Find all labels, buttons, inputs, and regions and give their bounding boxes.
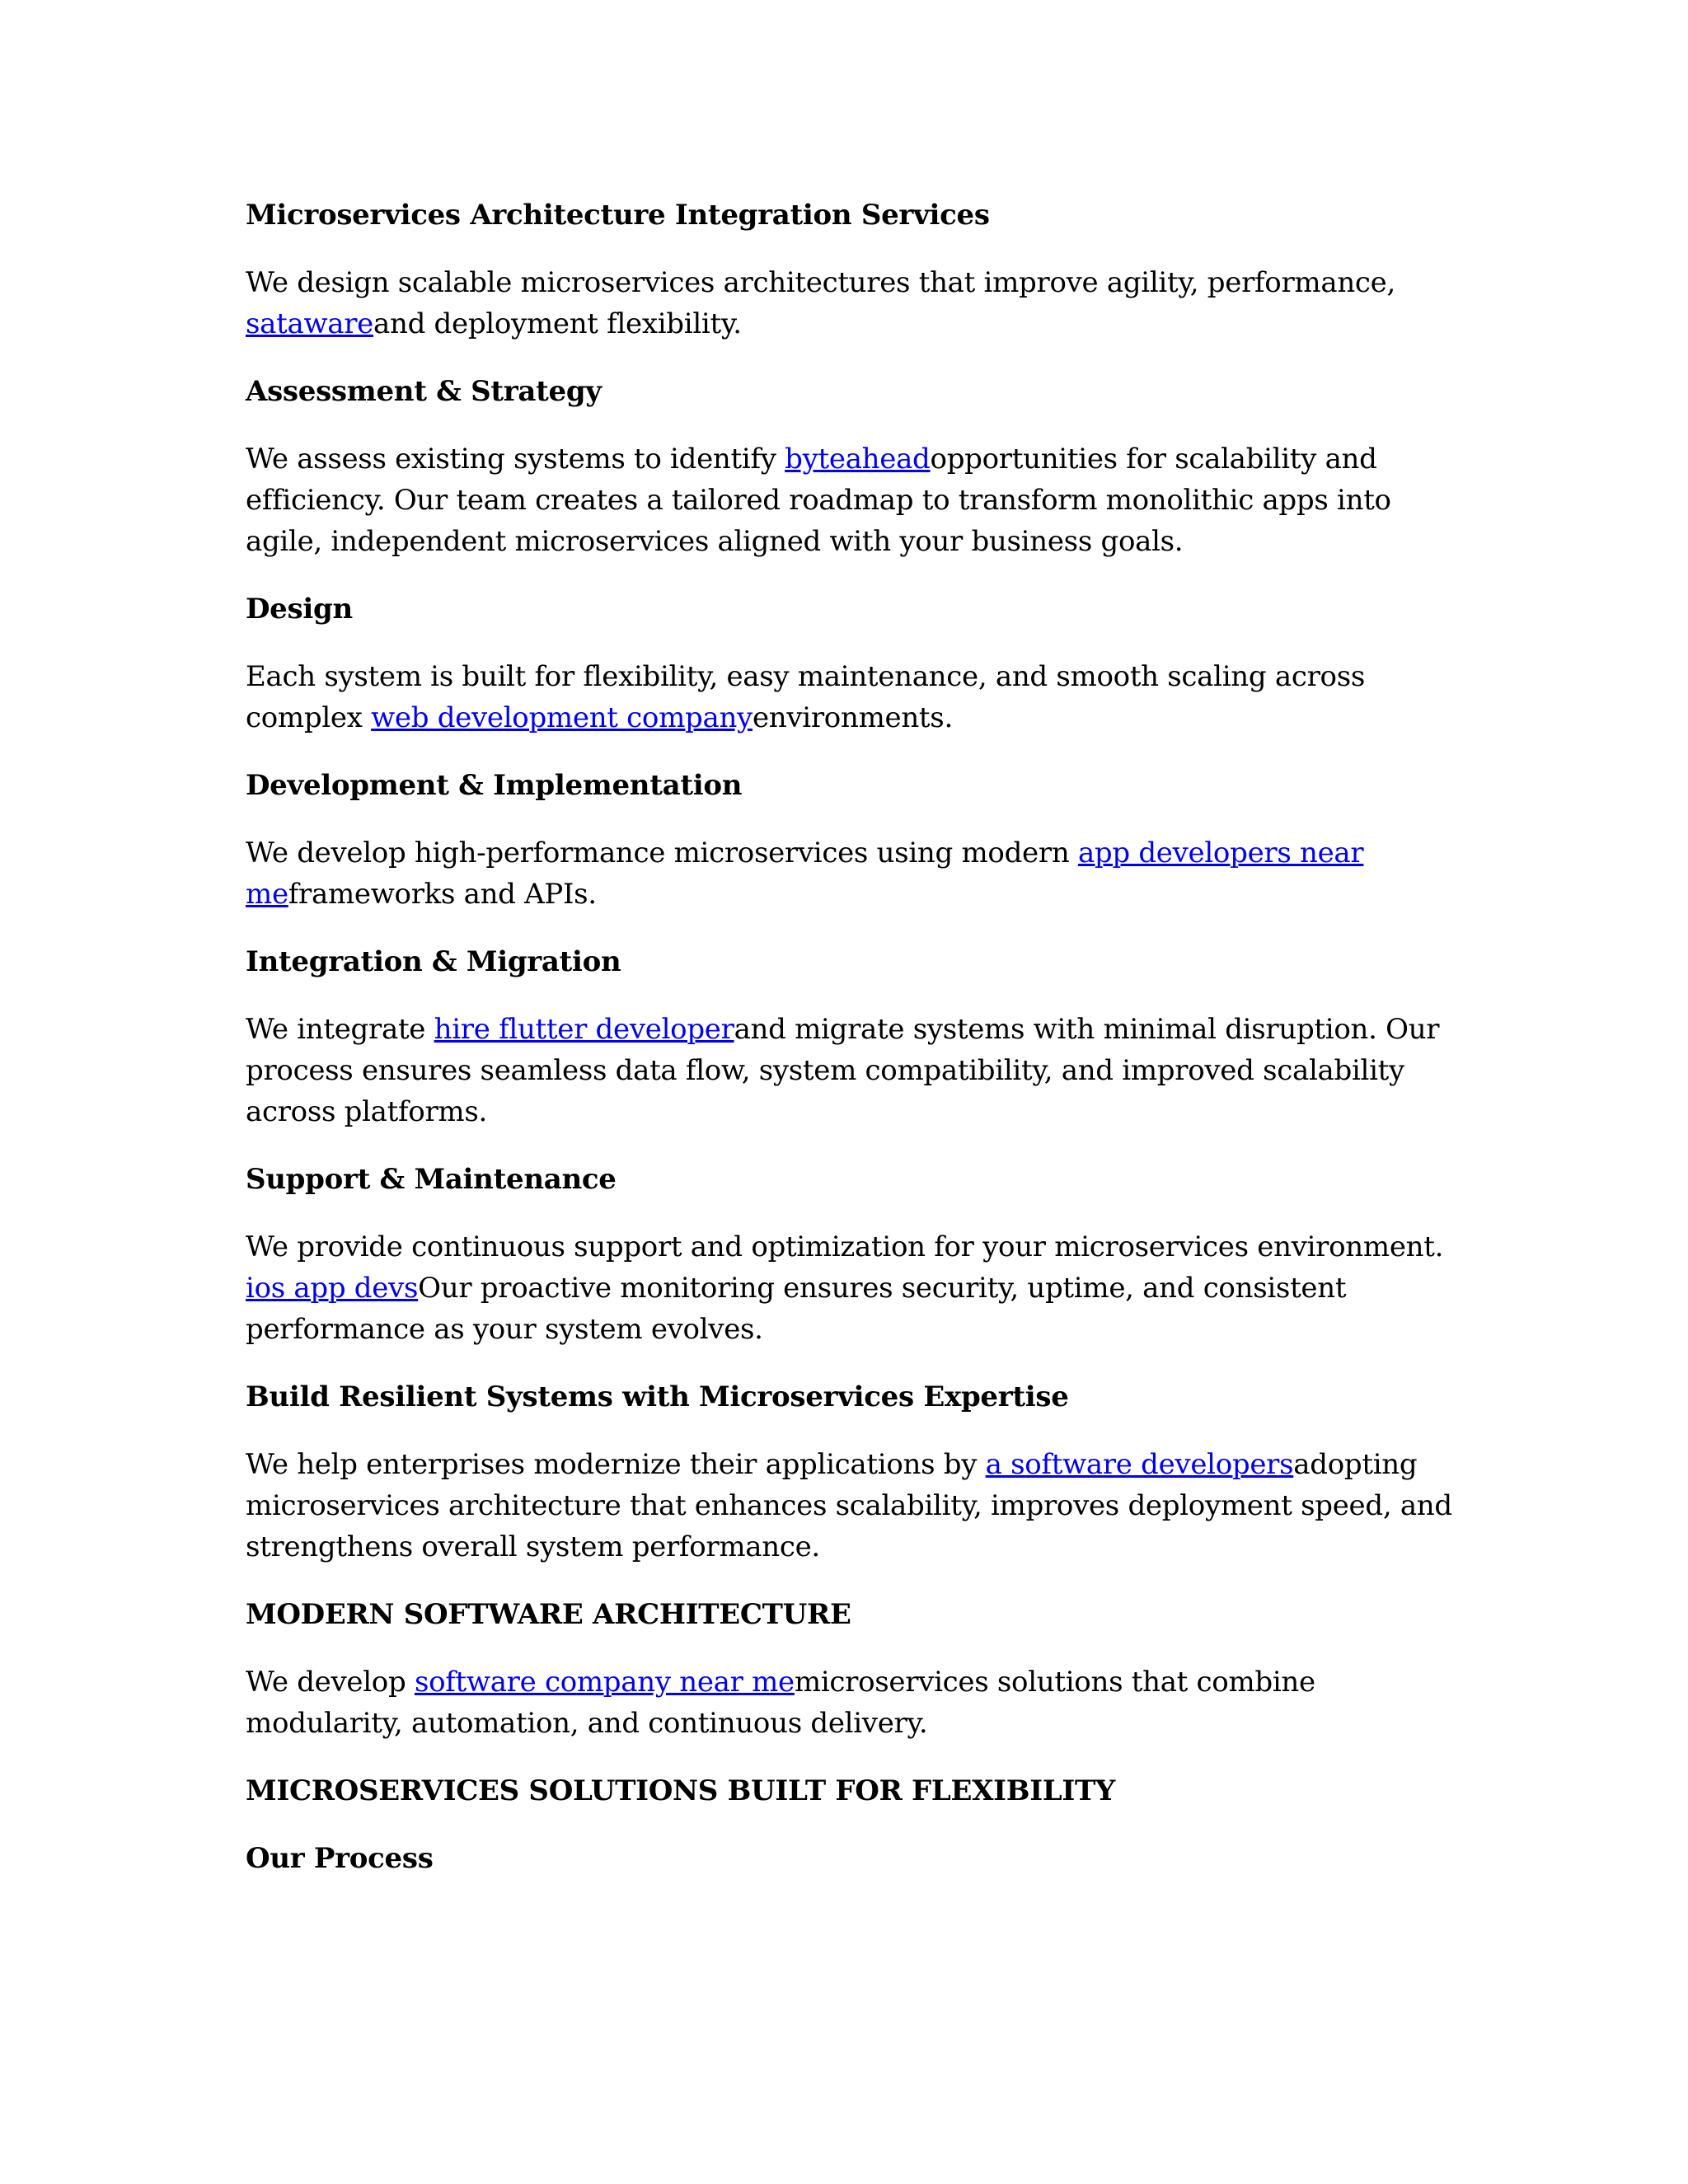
paragraph-text: opportunities for scalability and efficiency. Our team creates a tailored roadmap to transform monolithic apps into agile, independent microservices aligned with your business goals. bbox=[246, 443, 1391, 558]
paragraph-text: We assess existing systems to identify bbox=[246, 443, 785, 476]
section-paragraph-development-implementation bbox=[246, 832, 1457, 915]
section-heading-integration-migration: Integration & Migration bbox=[246, 945, 621, 978]
link-hire-flutter-developer[interactable]: hire flutter developer bbox=[434, 1013, 734, 1046]
paragraph-text: and deployment flexibility. bbox=[373, 307, 742, 340]
section-paragraph-modern-software-architecture bbox=[246, 1661, 1457, 1744]
link-app-developers-near-me[interactable]: app developers near me bbox=[246, 837, 1364, 911]
document-body bbox=[246, 194, 1457, 1905]
link-software-company-near-me[interactable]: software company near me bbox=[414, 1666, 795, 1699]
section-heading-microservices-integration: Microservices Architecture Integration Services bbox=[246, 199, 990, 232]
paragraph-text: environments. bbox=[752, 701, 953, 734]
paragraph-text: We provide continuous support and optimization for your microservices environment. bbox=[246, 1230, 1444, 1263]
section-heading-assessment-strategy: Assessment & Strategy bbox=[246, 375, 602, 408]
link-byteahead[interactable]: byteahead bbox=[785, 443, 931, 476]
paragraph-text: We design scalable microservices architectures that improve agility, performance, bbox=[246, 266, 1396, 299]
section-paragraph-design bbox=[246, 656, 1457, 738]
paragraph-text: frameworks and APIs. bbox=[288, 878, 597, 911]
section-heading-microservices-solutions: MICROSERVICES SOLUTIONS BUILT FOR FLEXIBILITY bbox=[246, 1774, 1115, 1807]
section-paragraph-build-resilient-systems bbox=[246, 1444, 1457, 1568]
section-heading-development-implementation: Development & Implementation bbox=[246, 769, 743, 802]
paragraph-text: microservices solutions that combine modularity, automation, and continuous delivery. bbox=[246, 1666, 1315, 1740]
paragraph-text: and migrate systems with minimal disruption. Our process ensures seamless data flow, system compatibility, and improved scalability across platforms. bbox=[246, 1013, 1440, 1128]
section-heading-design: Design bbox=[246, 593, 353, 626]
paragraph-text: adopting microservices architecture that enhances scalability, improves deployment speed, and strengthens overall system performance. bbox=[246, 1448, 1452, 1563]
paragraph-text: Our proactive monitoring ensures security, uptime, and consistent performance as your system evolves. bbox=[246, 1272, 1347, 1346]
paragraph-text: We help enterprises modernize their applications by bbox=[246, 1448, 986, 1481]
section-heading-our-process: Our Process bbox=[246, 1842, 434, 1875]
link-ios-app-devs[interactable]: ios app devs bbox=[246, 1272, 419, 1305]
paragraph-text: We develop high-performance microservices using modern bbox=[246, 837, 1078, 869]
link-web-development-company[interactable]: web development company bbox=[371, 701, 753, 734]
section-heading-build-resilient-systems: Build Resilient Systems with Microservices Expertise bbox=[246, 1380, 1069, 1413]
link-sataware[interactable]: sataware bbox=[246, 307, 373, 340]
paragraph-text: Each system is built for flexibility, easy maintenance, and smooth scaling across complex bbox=[246, 660, 1365, 734]
section-heading-support-maintenance: Support & Maintenance bbox=[246, 1163, 617, 1196]
paragraph-text: We integrate bbox=[246, 1013, 434, 1046]
section-paragraph-integration-migration bbox=[246, 1009, 1457, 1132]
section-heading-modern-software-architecture: MODERN SOFTWARE ARCHITECTURE bbox=[246, 1598, 851, 1631]
section-paragraph-microservices-integration bbox=[246, 262, 1457, 344]
section-paragraph-assessment-strategy bbox=[246, 438, 1457, 562]
section-paragraph-support-maintenance bbox=[246, 1226, 1457, 1350]
paragraph-text: We develop bbox=[246, 1666, 415, 1699]
link-a-software-developers[interactable]: a software developers bbox=[985, 1448, 1294, 1481]
